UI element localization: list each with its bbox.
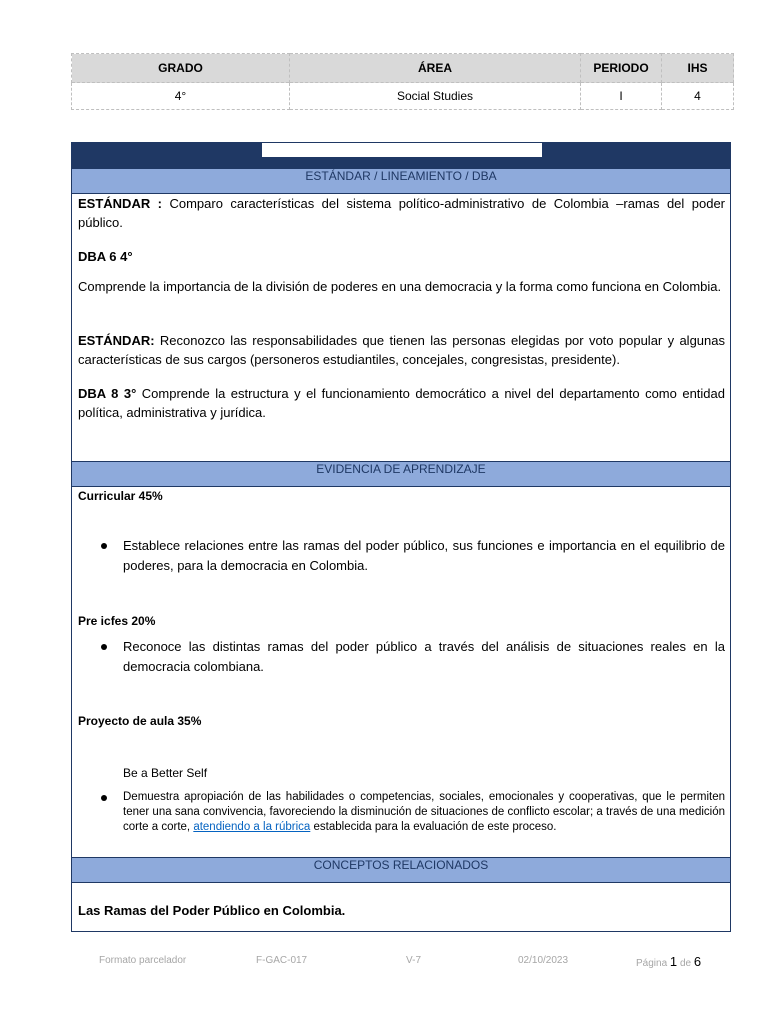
standard-2-text: Reconozco las responsabilidades que tienen las personas elegidas por voto popular y algunas características de sus cargos (personeros estudiantiles, concejales, congresistas, presidente). — [78, 333, 725, 367]
footer-code: F-GAC-017 — [256, 955, 308, 966]
preicfes-item-text: Reconoce las distintas ramas del poder público a través del análisis de situaciones reales en la democracia colombiana. — [123, 639, 725, 674]
project-item-text-after: establecida para la evaluación de este proceso. — [310, 821, 557, 833]
concepts-text: Las Ramas del Poder Público en Colombia. — [78, 903, 346, 918]
standard-1-text: Comparo características del sistema político-administrativo de Colombia –ramas del poder público. — [78, 196, 725, 230]
curricular-label: Curricular 45% — [78, 489, 163, 503]
value-ihs: 4 — [662, 83, 734, 110]
header-grado: GRADO — [72, 54, 290, 83]
bullet-icon — [101, 543, 107, 549]
header-periodo: PERIODO — [581, 54, 662, 83]
project-item — [123, 790, 725, 835]
section-header-evidence: EVIDENCIA DE APRENDIZAJE — [72, 461, 730, 487]
dba6-text: Comprende la importancia de la división de poderes en una democracia y la forma como funciona en Colombia. — [78, 279, 722, 294]
bullet-icon — [101, 795, 107, 801]
project-item-text-before: Demuestra apropiación de las habilidades o competencias, sociales, emocionales y cooperativas, que le permiten tener una sana convivencia, favoreciendo la disminución de situaciones de conflicto escolar; a través de una medición corte a corte, — [123, 791, 725, 833]
header-area: ÁREA — [290, 54, 581, 83]
project-label: Proyecto de aula 35% — [78, 714, 202, 728]
footer-format: Formato parcelador — [99, 955, 187, 966]
top-bar-gap — [262, 143, 542, 157]
preicfes-item — [123, 637, 725, 677]
footer-page-of: de — [679, 958, 692, 969]
dba8-text: Comprende la estructura y el funcionamiento democrático a nivel del departamento como entidad política, administrativa y jurídica. — [78, 386, 725, 420]
footer-page — [636, 954, 701, 969]
footer-page-label: Página — [636, 958, 668, 969]
footer-date: 02/10/2023 — [518, 955, 569, 966]
curricular-item — [123, 536, 725, 576]
dba6-label: DBA 6 4° — [78, 249, 133, 264]
standard-2 — [78, 331, 725, 369]
footer-version: V-7 — [406, 955, 422, 966]
standard-1-label: ESTÁNDAR : — [78, 196, 163, 211]
dba8-label: DBA 8 3° — [78, 386, 137, 401]
header-table — [71, 53, 734, 110]
value-grado: 4° — [72, 83, 290, 110]
footer-page-total: 6 — [693, 954, 702, 969]
section-header-concepts: CONCEPTOS RELACIONADOS — [72, 857, 730, 883]
rubric-link[interactable]: atendiendo a la rúbrica — [193, 821, 311, 833]
bullet-icon — [101, 644, 107, 650]
dba8 — [78, 384, 725, 422]
standard-2-label: ESTÁNDAR: — [78, 333, 155, 348]
value-area: Social Studies — [290, 83, 581, 110]
section-header-standard: ESTÁNDAR / LINEAMIENTO / DBA — [72, 168, 730, 194]
preicfes-label: Pre icfes 20% — [78, 614, 156, 628]
standard-1 — [78, 194, 725, 232]
footer-page-current: 1 — [669, 954, 678, 969]
value-periodo: I — [581, 83, 662, 110]
project-name: Be a Better Self — [123, 766, 208, 780]
curricular-item-text: Establece relaciones entre las ramas del poder público, sus funciones e importancia en el equilibrio de poderes, para la democracia en Colombia. — [123, 538, 725, 573]
content-box — [71, 142, 731, 932]
header-ihs: IHS — [662, 54, 734, 83]
